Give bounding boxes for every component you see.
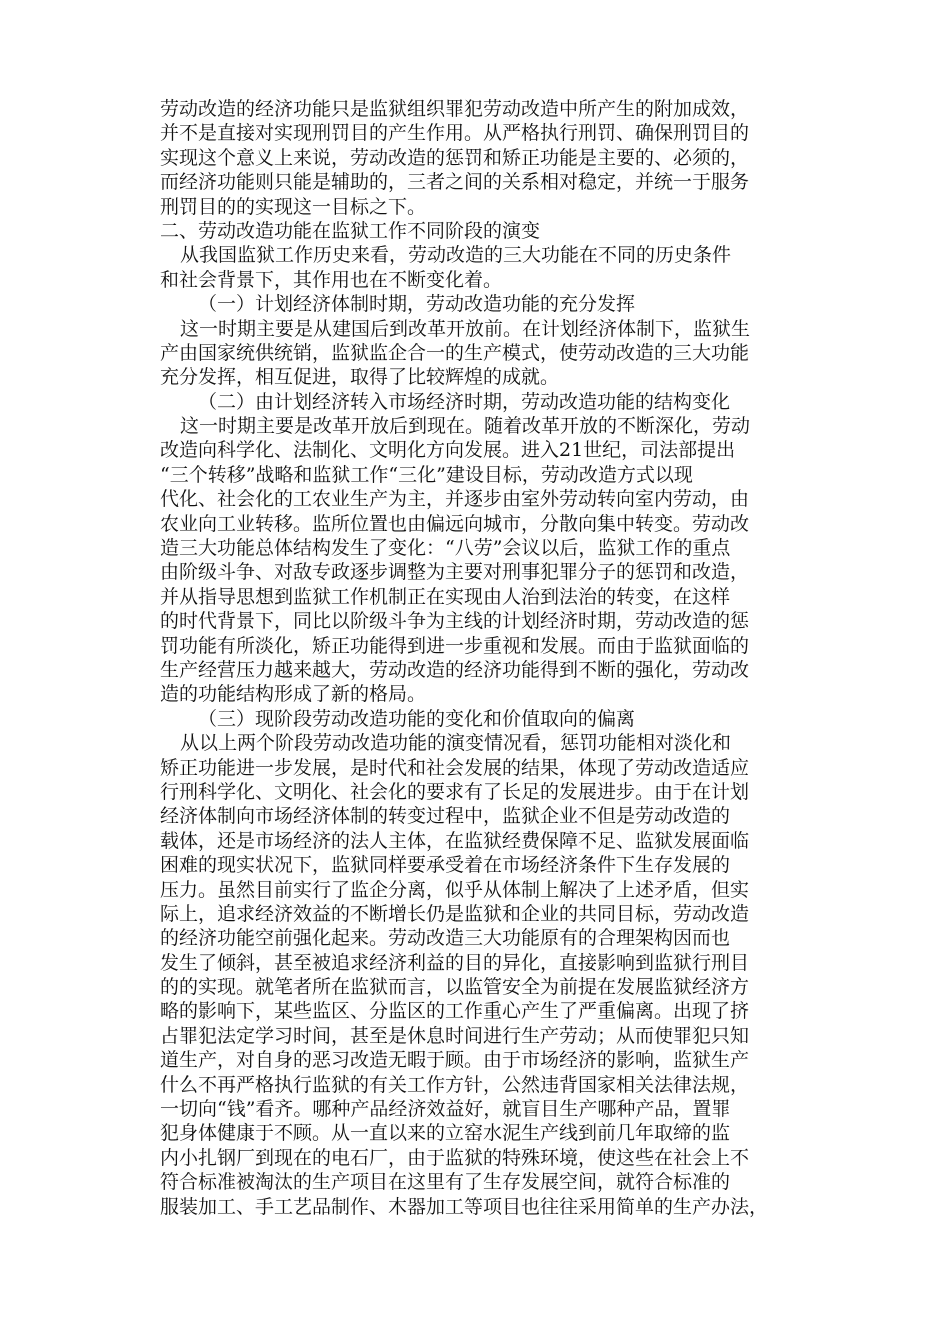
text-line: 改造向科学化、法制化、文明化方向发展。进入21世纪，司法部提出 — [160, 439, 736, 462]
section-heading — [160, 219, 838, 243]
text-line: 内小扎钢厂到现在的电石厂，由于监狱的特殊环境，使这些在社会上不 — [160, 1146, 750, 1169]
text-line: 刑罚目的的实现这一目标之下。 — [160, 195, 427, 218]
text-line: 什么不再严格执行监狱的有关工作方针，公然违背国家相关法律法规， — [160, 1073, 750, 1096]
text-line: 劳动改造的经济功能只是监狱组织罪犯劳动改造中所产生的附加成效， — [160, 98, 750, 120]
body-paragraph — [160, 731, 838, 1219]
text-line: 的时代背景下，同比以阶级斗争为主线的计划经济时期，劳动改造的惩 — [160, 610, 750, 633]
text-line: 际上，追求经济效益的不断增长仍是监狱和企业的共同目标，劳动改造 — [160, 902, 750, 925]
text-line: 二、劳动改造功能在监狱工作不同阶段的演变 — [160, 219, 541, 242]
text-line: 这一时期主要是改革开放后到现在。随着改革开放的不断深化，劳动 — [180, 415, 751, 438]
text-line: 的的实现。就笔者所在监狱而言，以监管安全为前提在发展监狱经济方 — [160, 976, 750, 999]
text-line: （一）计划经济体制时期，劳动改造功能的充分发挥 — [198, 293, 636, 316]
text-line: 压力。虽然目前实行了监企分离，似乎从体制上解决了上述矛盾，但实 — [160, 878, 750, 901]
text-line: （二）由计划经济转入市场经济时期，劳动改造功能的结构变化 — [198, 390, 731, 413]
text-line: 略的影响下，某些监区、分监区的工作重心产生了严重偏离。出现了挤 — [160, 1000, 750, 1023]
text-line: 一切向“钱”看齐。哪种产品经济效益好，就盲目生产哪种产品，置罪 — [160, 1098, 731, 1121]
text-line: 经济体制向市场经济体制的转变过程中，监狱企业不但是劳动改造的 — [160, 805, 731, 828]
text-line: 载体，还是市场经济的法人主体，在监狱经费保障不足、监狱发展面临 — [160, 829, 750, 852]
text-line: 犯身体健康于不顾。从一直以来的立窑水泥生产线到前几年取缔的监 — [160, 1122, 731, 1145]
text-line: 由阶级斗争、对敌专政逐步调整为主要对刑事犯罪分子的惩罚和改造， — [160, 561, 750, 584]
text-line: 困难的现实状况下，监狱同样要承受着在市场经济条件下生存发展的 — [160, 854, 731, 877]
subsection-heading — [160, 292, 838, 316]
text-line: 实现这个意义上来说，劳动改造的惩罚和矫正功能是主要的、必须的， — [160, 146, 750, 169]
text-line: 和社会背景下，其作用也在不断变化着。 — [160, 268, 503, 291]
text-line: 造的功能结构形成了新的格局。 — [160, 683, 427, 706]
text-line: 造三大功能总体结构发生了变化：“八劳”会议以后，监狱工作的重点 — [160, 537, 731, 560]
text-line: 矫正功能进一步发展，是时代和社会发展的结果，体现了劳动改造适应 — [160, 756, 750, 779]
text-line: 占罪犯法定学习时间，甚至是休息时间进行生产劳动；从而使罪犯只知 — [160, 1024, 750, 1047]
body-paragraph — [160, 414, 838, 707]
text-line: 充分发挥，相互促进，取得了比较辉煌的成就。 — [160, 366, 560, 389]
text-line: 罚功能有所淡化，矫正功能得到进一步重视和发展。而由于监狱面临的 — [160, 634, 750, 657]
text-line: 并从指导思想到监狱工作机制正在实现由人治到法治的转变，在这样 — [160, 585, 731, 608]
text-line: 行刑科学化、文明化、社会化的要求有了长足的发展进步。由于在计划 — [160, 780, 750, 803]
text-line: 农业向工业转移。监所位置也由偏远向城市，分散向集中转变。劳动改 — [160, 512, 750, 535]
text-line: “三个转移”战略和监狱工作“三化”建设目标，劳动改造方式以现 — [160, 463, 693, 486]
body-paragraph — [160, 317, 838, 390]
text-line: 而经济功能则只能是辅助的，三者之间的关系相对稳定，并统一于服务 — [160, 171, 750, 194]
text-line: 并不是直接对实现刑罚目的产生作用。从严格执行刑罚、确保刑罚目的 — [160, 122, 750, 145]
text-line: 产由国家统供统销，监狱监企合一的生产模式，使劳动改造的三大功能 — [160, 341, 750, 364]
body-paragraph — [160, 97, 838, 219]
text-line: 符合标准被淘汰的生产项目在这里有了生存发展空间，就符合标准的 — [160, 1171, 731, 1194]
text-line: 这一时期主要是从建国后到改革开放前。在计划经济体制下，监狱生 — [180, 317, 751, 340]
text-line: （三）现阶段劳动改造功能的变化和价值取向的偏离 — [198, 707, 636, 730]
text-line: 从我国监狱工作历史来看，劳动改造的三大功能在不同的历史条件 — [180, 244, 732, 267]
text-line: 服装加工、手工艺品制作、木器加工等项目也往往采用简单的生产办法， — [160, 1195, 769, 1218]
subsection-heading — [160, 707, 838, 731]
text-line: 从以上两个阶段劳动改造功能的演变情况看，惩罚功能相对淡化和 — [180, 732, 732, 755]
body-paragraph — [160, 243, 838, 292]
text-line: 的经济功能空前强化起来。劳动改造三大功能原有的合理架构因而也 — [160, 927, 731, 950]
text-line: 道生产，对自身的恶习改造无暇于顾。由于市场经济的影响，监狱生产 — [160, 1049, 750, 1072]
subsection-heading — [160, 390, 838, 414]
document-body — [160, 97, 838, 1219]
text-line: 发生了倾斜，甚至被追求经济利益的目的异化，直接影响到监狱行刑目 — [160, 951, 750, 974]
text-line: 代化、社会化的工农业生产为主，并逐步由室外劳动转向室内劳动，由 — [160, 488, 750, 511]
text-line: 生产经营压力越来越大，劳动改造的经济功能得到不断的强化，劳动改 — [160, 658, 750, 681]
